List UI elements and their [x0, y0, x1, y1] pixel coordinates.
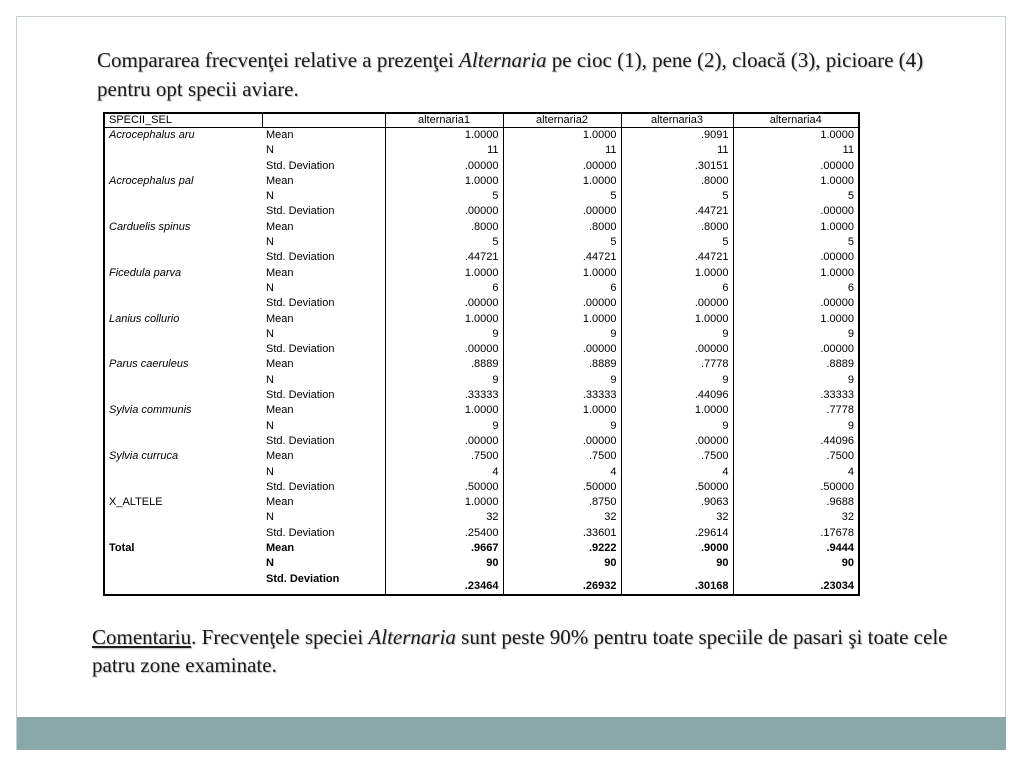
species-cell	[104, 296, 262, 311]
table-row	[104, 189, 859, 204]
species-cell	[104, 465, 262, 480]
value-cell-alternaria4: 1.0000	[733, 174, 859, 189]
value-cell-alternaria1: 1.0000	[385, 495, 503, 510]
value-cell-alternaria4: 1.0000	[733, 220, 859, 235]
statistic-cell: Mean	[266, 358, 294, 371]
species-cell: Sylvia curruca	[109, 450, 179, 463]
value-cell-alternaria3: .9091	[621, 128, 733, 144]
table-row	[104, 357, 859, 372]
statistic-cell: Mean	[266, 174, 294, 187]
statistic-cell: N	[266, 190, 274, 203]
statistic-cell: Std. Deviation	[266, 526, 335, 539]
value-cell-alternaria1: .00000	[385, 434, 503, 449]
header-alternaria1: alternaria1	[385, 113, 503, 128]
value-cell-alternaria4: 4	[733, 465, 859, 480]
value-cell-alternaria3: 90	[621, 556, 733, 571]
value-cell-alternaria2: 1.0000	[503, 174, 621, 189]
table-row	[104, 204, 859, 219]
statistic-cell: Mean	[266, 312, 294, 325]
value-cell-alternaria3: .00000	[621, 342, 733, 357]
value-cell-alternaria1: 1.0000	[385, 403, 503, 418]
statistic-cell: Std. Deviation	[266, 297, 335, 310]
value-cell-alternaria4: 6	[733, 281, 859, 296]
table-row	[104, 388, 859, 403]
species-cell	[104, 189, 262, 204]
value-cell-alternaria2: 6	[503, 281, 621, 296]
species-cell	[104, 342, 262, 357]
value-cell-alternaria1: 6	[385, 281, 503, 296]
value-cell-alternaria1: 5	[385, 235, 503, 250]
species-cell	[104, 556, 262, 571]
statistic-cell: N	[266, 557, 274, 570]
comment-text	[92, 623, 972, 679]
value-cell-alternaria3: 1.0000	[621, 403, 733, 418]
table-row	[104, 128, 859, 144]
value-cell-alternaria4: 90	[733, 556, 859, 571]
value-cell-alternaria3: .7500	[621, 449, 733, 464]
value-cell-alternaria2: 11	[503, 143, 621, 158]
value-cell-alternaria1: .50000	[385, 480, 503, 495]
value-cell-alternaria2: .00000	[503, 159, 621, 174]
table-row	[104, 495, 859, 510]
species-cell: Acrocephalus aru	[109, 129, 195, 141]
value-cell-alternaria1: 1.0000	[385, 128, 503, 144]
comment-italic: Alternaria	[368, 625, 456, 649]
value-cell-alternaria2: .00000	[503, 204, 621, 219]
value-cell-alternaria2: 5	[503, 189, 621, 204]
species-cell	[104, 526, 262, 541]
statistic-cell: Std. Deviation	[266, 389, 335, 402]
value-cell-alternaria4: .23034	[733, 572, 859, 595]
species-cell	[104, 250, 262, 265]
species-cell	[104, 373, 262, 388]
value-cell-alternaria2: 32	[503, 510, 621, 525]
value-cell-alternaria2: 90	[503, 556, 621, 571]
value-cell-alternaria3: .00000	[621, 296, 733, 311]
table-row	[104, 480, 859, 495]
value-cell-alternaria3: .44721	[621, 250, 733, 265]
value-cell-alternaria4: 32	[733, 510, 859, 525]
value-cell-alternaria2: .00000	[503, 342, 621, 357]
statistic-cell: Mean	[266, 542, 295, 555]
value-cell-alternaria4: .17678	[733, 526, 859, 541]
header-species: SPECII_SEL	[104, 113, 262, 128]
table-row	[104, 143, 859, 158]
statistic-cell: Mean	[266, 404, 294, 417]
species-cell	[104, 143, 262, 158]
value-cell-alternaria1: .00000	[385, 296, 503, 311]
table-row	[104, 419, 859, 434]
value-cell-alternaria1: 5	[385, 189, 503, 204]
value-cell-alternaria2: .00000	[503, 296, 621, 311]
table-row	[104, 235, 859, 250]
species-cell	[104, 572, 262, 595]
value-cell-alternaria1: 9	[385, 419, 503, 434]
value-cell-alternaria1: 9	[385, 373, 503, 388]
statistic-cell: N	[266, 144, 274, 157]
footer-bar	[17, 717, 1006, 750]
table-row	[104, 281, 859, 296]
value-cell-alternaria2: .8000	[503, 220, 621, 235]
statistic-cell: N	[266, 511, 274, 524]
value-cell-alternaria4: 5	[733, 189, 859, 204]
value-cell-alternaria3: 32	[621, 510, 733, 525]
statistic-cell: N	[266, 327, 274, 340]
value-cell-alternaria4: 9	[733, 327, 859, 342]
table-row	[104, 159, 859, 174]
value-cell-alternaria2: 5	[503, 235, 621, 250]
value-cell-alternaria1: 1.0000	[385, 174, 503, 189]
value-cell-alternaria3: 9	[621, 373, 733, 388]
slide-title	[97, 46, 957, 104]
value-cell-alternaria4: .00000	[733, 159, 859, 174]
value-cell-alternaria2: 1.0000	[503, 312, 621, 327]
statistic-cell: Mean	[266, 220, 294, 233]
value-cell-alternaria1: 1.0000	[385, 312, 503, 327]
value-cell-alternaria4: .9688	[733, 495, 859, 510]
statistic-cell: Std. Deviation	[266, 251, 335, 264]
value-cell-alternaria1: 9	[385, 327, 503, 342]
value-cell-alternaria3: .8000	[621, 174, 733, 189]
value-cell-alternaria3: .44096	[621, 388, 733, 403]
value-cell-alternaria4: 1.0000	[733, 266, 859, 281]
table-row	[104, 312, 859, 327]
value-cell-alternaria3: .44721	[621, 204, 733, 219]
table-row	[104, 266, 859, 281]
value-cell-alternaria3: 1.0000	[621, 312, 733, 327]
value-cell-alternaria1: 4	[385, 465, 503, 480]
value-cell-alternaria2: .44721	[503, 250, 621, 265]
statistic-cell: N	[266, 281, 274, 294]
statistic-cell: N	[266, 419, 274, 432]
header-statistic	[262, 113, 385, 128]
species-cell	[104, 388, 262, 403]
table-row	[104, 327, 859, 342]
value-cell-alternaria1: .00000	[385, 342, 503, 357]
header-alternaria3: alternaria3	[621, 113, 733, 128]
value-cell-alternaria2: .33601	[503, 526, 621, 541]
value-cell-alternaria2: .9222	[503, 541, 621, 556]
value-cell-alternaria1: .23464	[385, 572, 503, 595]
value-cell-alternaria3: .30168	[621, 572, 733, 595]
value-cell-alternaria1: .25400	[385, 526, 503, 541]
table-row	[104, 220, 859, 235]
table-body	[104, 128, 859, 595]
title-text-2: pe cioc (1), pene (2), cloacă (3), picioare (4) pentru opt specii aviare.	[97, 48, 924, 101]
value-cell-alternaria1: .00000	[385, 204, 503, 219]
table-row	[104, 174, 859, 189]
statistic-cell: Mean	[266, 450, 294, 463]
value-cell-alternaria3: 9	[621, 327, 733, 342]
value-cell-alternaria2: .50000	[503, 480, 621, 495]
statistic-cell: Mean	[266, 266, 294, 279]
value-cell-alternaria2: 9	[503, 419, 621, 434]
table-row	[104, 403, 859, 418]
value-cell-alternaria1: .8889	[385, 357, 503, 372]
value-cell-alternaria2: .33333	[503, 388, 621, 403]
value-cell-alternaria3: 5	[621, 189, 733, 204]
value-cell-alternaria4: .00000	[733, 250, 859, 265]
value-cell-alternaria4: 9	[733, 419, 859, 434]
statistics-table	[103, 112, 860, 596]
header-alternaria4: alternaria4	[733, 113, 859, 128]
statistic-cell: N	[266, 373, 274, 386]
value-cell-alternaria2: 9	[503, 373, 621, 388]
statistic-cell: N	[266, 465, 274, 478]
statistic-cell: Std. Deviation	[266, 572, 340, 585]
value-cell-alternaria3: .50000	[621, 480, 733, 495]
value-cell-alternaria3: 9	[621, 419, 733, 434]
table-row	[104, 296, 859, 311]
statistic-cell: Std. Deviation	[266, 480, 335, 493]
species-cell	[104, 204, 262, 219]
species-cell	[104, 510, 262, 525]
table-row	[104, 434, 859, 449]
statistic-cell: Std. Deviation	[266, 205, 335, 218]
value-cell-alternaria1: 11	[385, 143, 503, 158]
value-cell-alternaria1: .7500	[385, 449, 503, 464]
value-cell-alternaria4: .44096	[733, 434, 859, 449]
value-cell-alternaria3: .9000	[621, 541, 733, 556]
value-cell-alternaria3: 4	[621, 465, 733, 480]
value-cell-alternaria1: 1.0000	[385, 266, 503, 281]
value-cell-alternaria4: .8889	[733, 357, 859, 372]
value-cell-alternaria2: 1.0000	[503, 403, 621, 418]
species-cell: Lanius collurio	[109, 312, 180, 325]
table-row	[104, 449, 859, 464]
species-cell	[104, 281, 262, 296]
value-cell-alternaria2: 1.0000	[503, 266, 621, 281]
value-cell-alternaria1: 32	[385, 510, 503, 525]
species-cell: Parus caeruleus	[109, 358, 189, 371]
value-cell-alternaria2: .26932	[503, 572, 621, 595]
table-row	[104, 510, 859, 525]
value-cell-alternaria2: .8750	[503, 495, 621, 510]
comment-text-1: . Frecvenţele speciei	[191, 625, 369, 649]
species-cell	[104, 419, 262, 434]
species-cell: Ficedula parva	[109, 266, 182, 279]
table-row	[104, 572, 859, 595]
value-cell-alternaria2: 4	[503, 465, 621, 480]
comment-label: Comentariu	[92, 625, 192, 649]
value-cell-alternaria4: 1.0000	[733, 312, 859, 327]
value-cell-alternaria3: .00000	[621, 434, 733, 449]
value-cell-alternaria3: .8000	[621, 220, 733, 235]
table-row	[104, 541, 859, 556]
value-cell-alternaria3: .9063	[621, 495, 733, 510]
table-row	[104, 342, 859, 357]
species-cell	[104, 159, 262, 174]
title-italic: Alternaria	[459, 48, 547, 72]
value-cell-alternaria4: 5	[733, 235, 859, 250]
table-row	[104, 373, 859, 388]
species-cell: Acrocephalus pal	[109, 174, 194, 187]
table-row	[104, 556, 859, 571]
species-cell	[104, 235, 262, 250]
title-text-1: Compararea frecvenţei relative a prezenţei	[97, 48, 460, 72]
statistic-cell: N	[266, 236, 274, 249]
value-cell-alternaria4: 11	[733, 143, 859, 158]
value-cell-alternaria3: .29614	[621, 526, 733, 541]
species-cell: Total	[109, 542, 135, 555]
value-cell-alternaria4: .00000	[733, 342, 859, 357]
comment-text-2: sunt peste 90% pentru toate speciile de pasari şi toate cele patru zone examinate.	[92, 625, 948, 677]
species-cell	[104, 327, 262, 342]
value-cell-alternaria3: 5	[621, 235, 733, 250]
statistic-cell: Std. Deviation	[266, 434, 335, 447]
value-cell-alternaria2: .7500	[503, 449, 621, 464]
statistic-cell: Std. Deviation	[266, 343, 335, 356]
value-cell-alternaria2: 9	[503, 327, 621, 342]
value-cell-alternaria4: .7500	[733, 449, 859, 464]
value-cell-alternaria4: .50000	[733, 480, 859, 495]
table-header-row	[104, 113, 859, 128]
table-row	[104, 526, 859, 541]
value-cell-alternaria4: 1.0000	[733, 128, 859, 144]
value-cell-alternaria1: .9667	[385, 541, 503, 556]
value-cell-alternaria1: .33333	[385, 388, 503, 403]
statistic-cell: Std. Deviation	[266, 159, 335, 172]
value-cell-alternaria1: .8000	[385, 220, 503, 235]
value-cell-alternaria2: .8889	[503, 357, 621, 372]
value-cell-alternaria3: 11	[621, 143, 733, 158]
value-cell-alternaria4: .7778	[733, 403, 859, 418]
species-cell	[104, 434, 262, 449]
value-cell-alternaria2: .00000	[503, 434, 621, 449]
statistic-cell: Mean	[266, 496, 294, 509]
table-row	[104, 250, 859, 265]
value-cell-alternaria1: .00000	[385, 159, 503, 174]
value-cell-alternaria3: .7778	[621, 357, 733, 372]
value-cell-alternaria4: 9	[733, 373, 859, 388]
value-cell-alternaria4: .00000	[733, 204, 859, 219]
value-cell-alternaria2: 1.0000	[503, 128, 621, 144]
species-cell: Sylvia communis	[109, 404, 192, 417]
species-cell: Carduelis spinus	[109, 220, 191, 233]
value-cell-alternaria3: 6	[621, 281, 733, 296]
table-row	[104, 465, 859, 480]
statistic-cell: Mean	[266, 129, 294, 141]
species-cell	[104, 480, 262, 495]
value-cell-alternaria4: .33333	[733, 388, 859, 403]
species-cell: X_ALTELE	[109, 496, 163, 509]
value-cell-alternaria4: .00000	[733, 296, 859, 311]
header-alternaria2: alternaria2	[503, 113, 621, 128]
value-cell-alternaria3: 1.0000	[621, 266, 733, 281]
value-cell-alternaria4: .9444	[733, 541, 859, 556]
value-cell-alternaria1: 90	[385, 556, 503, 571]
value-cell-alternaria3: .30151	[621, 159, 733, 174]
value-cell-alternaria1: .44721	[385, 250, 503, 265]
